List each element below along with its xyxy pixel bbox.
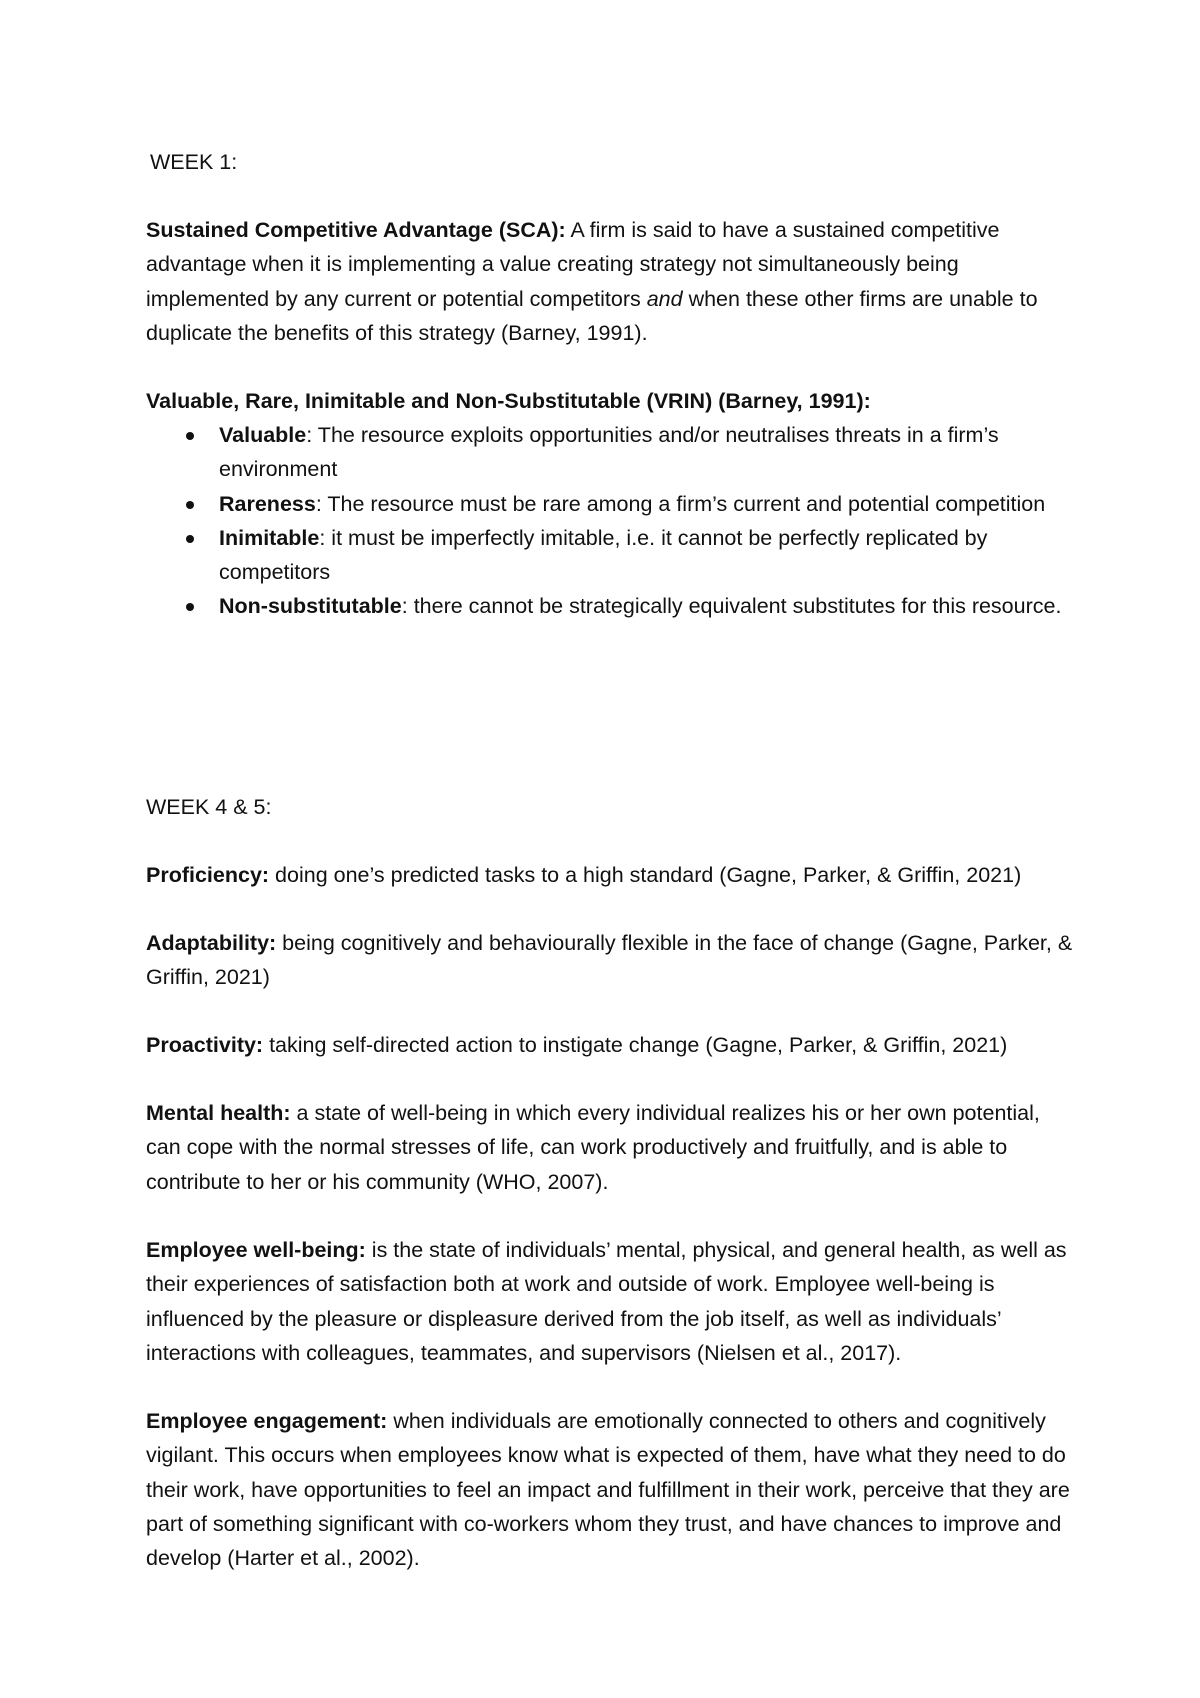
vrin-list [146,418,1076,624]
sca-text-a: A firm is said to have a sustained competitive advantage when it is implementing a value creating strategy not simultaneously being implemented by any current or potential competitors [146,218,1000,311]
employee-engagement-definition [146,1404,1076,1575]
adaptability-definition [146,926,1076,995]
definition-text: a state of well-being in which every individual realizes his or her own potential, can cope with the normal stresses of life, can work productively and fruitfully, and is able to contribute to her or his community (WHO, 2007). [146,1101,1040,1194]
vrin-item-non-substitutable [146,589,1076,623]
vrin-item-text: : it must be imperfectly imitable, i.e. it cannot be perfectly replicated by competitors [219,525,988,585]
definition-term: Proficiency: [146,863,270,887]
sca-term: Sustained Competitive Advantage (SCA): [146,218,566,242]
sca-emphasis: and [646,286,683,311]
definition-term: Employee engagement: [146,1409,388,1433]
vrin-item-term: Rareness [219,491,316,516]
proactivity-definition [146,1028,1076,1062]
definition-text: doing one’s predicted tasks to a high standard (Gagne, Parker, & Griffin, 2021) [269,863,1022,887]
definition-text: is the state of individuals’ mental, physical, and general health, as well as their experiences of satisfaction both at work and outside of work. Employee well-being is influenced by the pleasure or displeasure derived from the job itself, as well as individuals’ interactions with colleagues, teammates, and supervisors (Nielsen et al., 2017). [146,1238,1067,1365]
sca-definition [146,213,1076,350]
week-4-5-heading: WEEK 4 & 5: [146,795,272,819]
definition-text: when individuals are emotionally connected to others and cognitively vigilant. This occurs when employees know what is expected of them, have what they need to do their work, have opportunities to feel an impact and fulfillment in their work, perceive that they are part of something significant with co-workers whom they trust, and have chances to improve and develop (Harter et al., 2002). [146,1409,1070,1571]
vrin-item-text: : there cannot be strategically equivalent substitutes for this resource. [401,594,1062,619]
proficiency-definition [146,858,1076,892]
vrin-item-term: Non-substitutable [219,594,402,619]
vrin-item-text: : The resource must be rare among a firm’s current and potential competition [315,491,1046,516]
definition-term: Proactivity: [146,1033,264,1057]
bullet-icon [186,432,194,440]
vrin-item-text: : The resource exploits opportunities and/or neutralises threats in a firm’s environment [219,423,999,482]
vrin-heading: Valuable, Rare, Inimitable and Non-Substitutable (VRIN) (Barney, 1991): [146,389,871,413]
vrin-item-term: Inimitable [219,525,320,550]
bullet-icon [186,501,194,509]
sca-text-b: when these other firms are unable to duplicate the benefits of this strategy (Barney, 1991). [146,286,1038,345]
definition-text: being cognitively and behaviourally flexible in the face of change (Gagne, Parker, & Griffin, 2021) [146,931,1073,990]
definition-term: Mental health: [146,1101,291,1125]
definition-term: Employee well-being: [146,1238,366,1262]
bullet-icon [186,535,194,543]
mental-health-definition [146,1096,1076,1199]
vrin-item-inimitable [146,521,1076,590]
definition-term: Adaptability: [146,931,277,955]
vrin-item-valuable [146,418,1076,487]
bullet-icon [186,603,194,611]
week-1-heading: WEEK 1: [150,150,238,174]
vrin-item-rareness [146,487,1076,521]
employee-well-being-definition [146,1233,1076,1370]
vrin-item-term: Valuable [219,423,307,447]
definition-text: taking self-directed action to instigate change (Gagne, Parker, & Griffin, 2021) [263,1033,1008,1057]
